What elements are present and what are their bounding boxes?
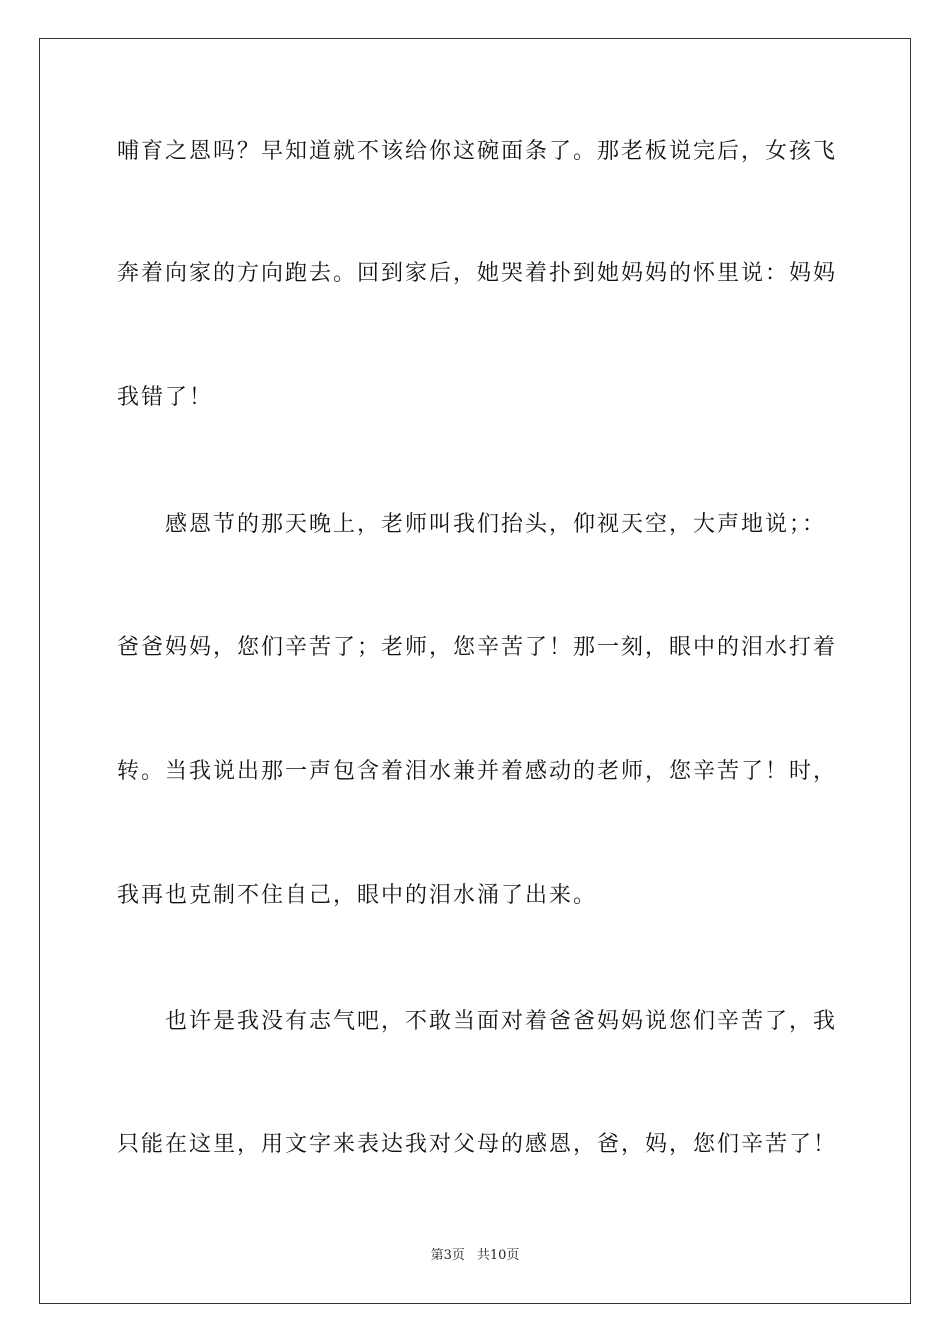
page-number: 第3页 (430, 1248, 465, 1263)
text-line: 哺育之恩吗？早知道就不该给你这碗面条了。那老板说完后，女孩飞 (117, 139, 838, 164)
text-line: 爸爸妈妈，您们辛苦了；老师，您辛苦了！那一刻，眼中的泪水打着 (117, 635, 838, 660)
text-line: 也许是我没有志气吧，不敢当面对着爸爸妈妈说您们辛苦了，我 (165, 1009, 838, 1034)
text-line: 奔着向家的方向跑去。回到家后，她哭着扑到她妈妈的怀里说：妈妈 (117, 261, 838, 286)
page-footer (0, 1247, 950, 1265)
text-line: 我再也克制不住自己，眼中的泪水涌了出来。 (117, 883, 598, 908)
page-border (39, 38, 911, 1304)
text-line: 只能在这里，用文字来表达我对父母的感恩，爸，妈，您们辛苦了！ (117, 1132, 838, 1157)
text-line: 我错了！ (117, 385, 214, 410)
text-line: 转。当我说出那一声包含着泪水兼并着感动的老师，您辛苦了！时， (117, 759, 838, 784)
text-line: 感恩节的那天晚上，老师叫我们抬头，仰视天空，大声地说；： (165, 512, 827, 537)
page-total: 共10页 (476, 1248, 520, 1263)
